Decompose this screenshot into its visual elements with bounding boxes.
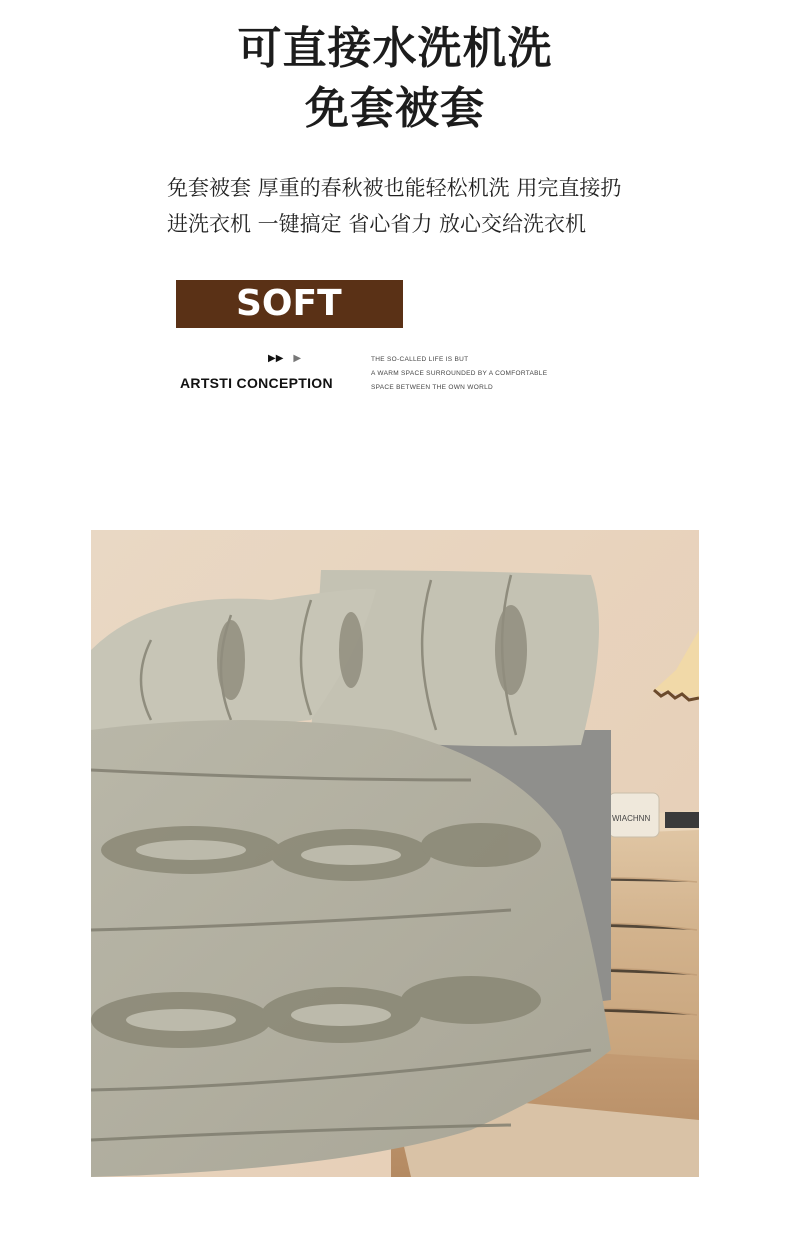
headline-line-2: 免套被套 [305,83,485,134]
description-line-1: 免套被套 厚重的春秋被也能轻松机洗 用完直接扔 [167,176,622,200]
tagline-line-1: THE SO-CALLED LIFE IS BUT [371,356,469,363]
tagline-line-2: A WARM SPACE SURROUNDED BY A COMFORTABLE [371,370,548,377]
description-line-2: 进洗衣机 一键搞定 省心省力 放心交给洗衣机 [167,212,587,236]
single-arrow-icon: ▶ [293,353,302,364]
headline-line-1: 可直接水洗机洗 [237,23,553,74]
soft-label: SOFT [236,283,342,324]
soft-badge [176,280,403,328]
arrow-icons [268,352,301,366]
mug-text: WIACHNN [612,814,651,823]
brand-name: ARTSTI CONCEPTION [180,375,333,391]
double-arrow-icon: ▶▶ [268,353,284,364]
book [665,812,699,828]
product-photo [91,530,699,1177]
tagline-line-3: SPACE BETWEEN THE OWN WORLD [371,384,493,391]
